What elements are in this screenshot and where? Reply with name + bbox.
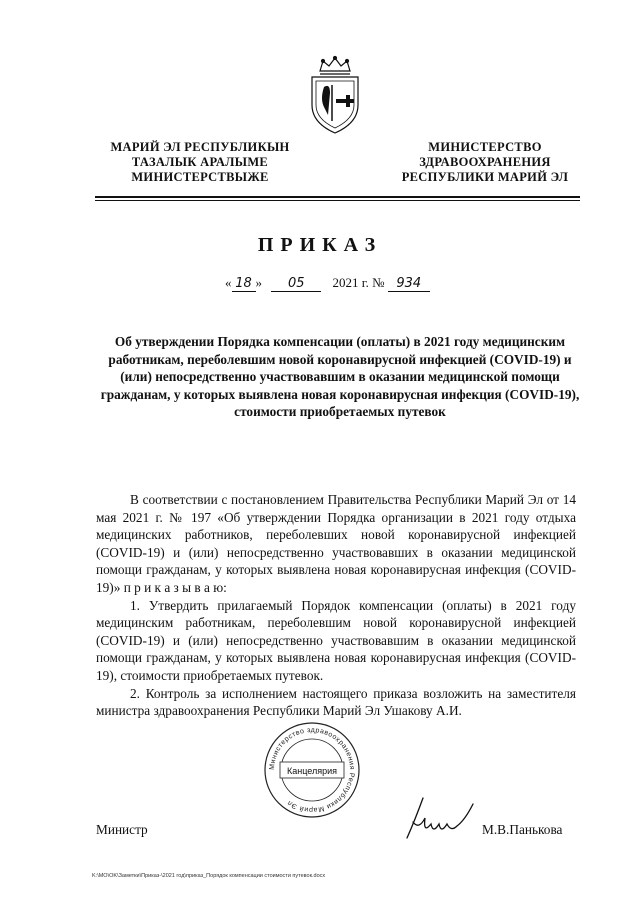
date-day: 18 [232, 277, 256, 292]
date-year-text: 2021 г. № [332, 275, 385, 290]
file-path-footer: K:\MO\OK\Заметки\Приказ-\2021 год\приказ_Порядок компенсации стоимости путевок.docx [92, 873, 326, 879]
header-divider-thick [95, 196, 580, 198]
stamp-ring-text: Министерство здравоохранения Республики Марий Эл [268, 726, 356, 814]
body-paragraph: 2. Контроль за исполнением настоящего приказа возложить на заместителя министра здравоохранения Республики Марий Эл Ушакову А.И. [96, 685, 576, 719]
handwritten-signature [395, 790, 475, 845]
official-stamp [262, 720, 362, 820]
date-month: 05 [271, 277, 321, 292]
header-divider-thin [95, 200, 580, 201]
body-paragraph: 1. Утвердить прилагаемый Порядок компенсации (оплаты) в 2021 году медицинским работникам, переболевшим новой коронавирусной инфекцией (COVID-19) и (или) непосредственно участвовавшим в оказании медицинской помощи гражданам, у которых выявлена новая коронавирусная инфекция (COVID-19), стоимости приобретаемых путевок. [96, 597, 576, 683]
header-right-line: РЕСПУБЛИКИ МАРИЙ ЭЛ [401, 170, 569, 184]
signer-name: М.В.Панькова [482, 822, 563, 837]
header-left-line: ТАЗАЛЫК АРАЛЫМЕ [131, 155, 269, 169]
signer-position: Министр [96, 822, 148, 837]
header-right-line: МИНИСТЕРСТВО [428, 140, 542, 154]
body-paragraph: В соответствии с постановлением Правительства Республики Марий Эл от 14 мая 2021 г. № 197 «Об утверждении Порядка организации в 2021 году отдыха медицинских работников, переболевших новой коронавирусной инфекцией (COVID-19) и (или) непосредственно участвовавших в оказании медицинской помощи гражданам, у которых выявлена новая коронавирусная инфекция (COVID-19)» п р и к а з ы в а ю: [96, 492, 576, 595]
header-left-line: МИНИСТЕРСТВЫЖЕ [131, 170, 269, 184]
stamp-center-text: Канцелярия [286, 766, 338, 776]
date-close-quote: » [255, 275, 262, 290]
date-number-line [225, 275, 485, 292]
order-number: 934 [388, 277, 430, 292]
order-body [96, 491, 576, 720]
header-right-block [385, 140, 585, 185]
order-subject: Об утверждении Порядка компенсации (оплаты) в 2021 году медицинским работникам, переболевшим новой коронавирусной инфекцией (COVID-19) и (или) непосредственно участвовавшим в оказании медицинской помощи гражданам, у которых выявлена новая коронавирусная инфекция (COVID-19), стоимости приобретаемых путевок [100, 334, 580, 419]
header-left-line: МАРИЙ ЭЛ РЕСПУБЛИКЫН [110, 140, 290, 154]
document-title: ПРИКАЗ [257, 234, 383, 256]
coat-of-arms-emblem [300, 55, 370, 135]
header-left-block [95, 140, 305, 185]
header-right-line: ЗДРАВООХРАНЕНИЯ [419, 155, 551, 169]
date-open-quote: « [225, 275, 232, 290]
